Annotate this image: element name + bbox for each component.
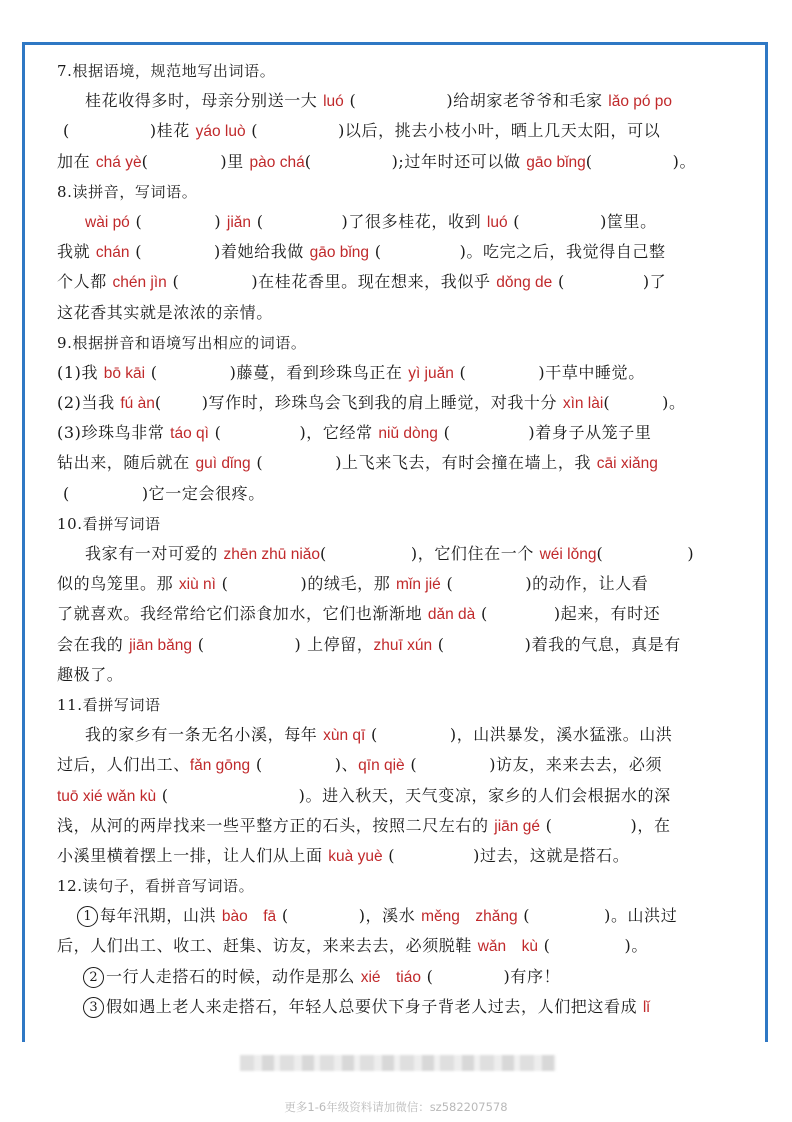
text-line (57, 237, 747, 267)
pinyin-prompt: wǎn kù (477, 938, 538, 956)
text-span: ( (215, 574, 229, 594)
pinyin-prompt: zhuī xún (373, 636, 433, 654)
text-span: 一行人走搭石的时候，动作是那么 (106, 966, 361, 986)
text-span: 桂花收得多时，母亲分别送一大 (85, 91, 324, 111)
text-span: ( (517, 906, 531, 926)
pinyin-prompt: wài pó (85, 213, 130, 231)
text-span: );过年时还可以做 (391, 151, 527, 171)
text-span: )了 (642, 272, 667, 292)
footer-contact: 更多1-6年级资料请加微信：sz582207578 (284, 1100, 508, 1114)
text-span: ( (343, 91, 357, 111)
pinyin-prompt: xìn lài (562, 395, 604, 413)
pinyin-prompt: bō kāi (103, 364, 146, 382)
text-span: )的动作，让人看 (525, 574, 649, 594)
text-span: )桂花 (149, 121, 196, 141)
text-span: 假如遇上老人来走搭石，年轻人总要伏下身子背老人过去，人们把这看成 (106, 996, 643, 1016)
text-span: )。 (624, 936, 648, 956)
text-span: ( (156, 785, 169, 805)
text-span: (3)珍珠鸟非常 (57, 423, 171, 443)
text-line (57, 147, 747, 177)
text-span: 读句子，看拼音写词语。 (82, 877, 255, 896)
text-span: ( (129, 242, 143, 262)
text-span: )起来，有时还 (553, 604, 661, 624)
text-span: 钻出来，随后就在 (57, 453, 196, 473)
text-span: ( (404, 755, 418, 775)
text-span: )，它经常 (299, 423, 379, 443)
circled-number: 1 (77, 906, 98, 927)
text-span: ( (538, 936, 551, 956)
pinyin-prompt: fú àn (120, 395, 155, 413)
text-span: 我家有一对可爱的 (85, 544, 224, 563)
text-span: )有序！ (503, 966, 561, 986)
text-line (57, 781, 747, 811)
blurred-watermark (240, 1055, 556, 1071)
text-span: ( (154, 393, 162, 413)
text-span: ( (320, 544, 327, 563)
pinyin-prompt: qīn qiè (358, 757, 405, 775)
text-span: ( (369, 242, 382, 262)
text-span: 我的家乡有一条无名小溪，每年 (85, 725, 324, 745)
text-span: )它一定会很疼。 (141, 483, 265, 503)
pinyin-prompt: mǐn jié (396, 576, 441, 594)
text-span: )，山洪暴发，溪水猛涨。山洪 (449, 725, 673, 745)
text-span: 个人都 (57, 272, 113, 292)
text-span: )过去，这就是搭石。 (473, 845, 630, 865)
pinyin-prompt: chán (95, 244, 130, 262)
text-span: )在桂花香里。现在想来，我似乎 (251, 272, 497, 292)
text-line (57, 931, 747, 961)
text-span: ( (432, 634, 445, 654)
text-line (57, 539, 747, 569)
text-span: ( (365, 725, 378, 745)
text-span: )着身子从笼子里 (528, 423, 652, 443)
text-line (57, 841, 747, 871)
text-span: (1)我 (57, 362, 104, 382)
pinyin-prompt: jiān gé (494, 817, 540, 835)
pinyin-prompt: jiǎn (226, 213, 252, 231)
text-span: )。吃完之后，我觉得自己整 (459, 242, 666, 262)
text-span: 读拼音，写词语。 (72, 182, 198, 201)
text-span: )了很多桂花，收到 (341, 211, 487, 231)
pinyin-prompt: gāo bǐng (309, 244, 370, 262)
text-line (57, 569, 747, 599)
text-span: ( (192, 634, 205, 654)
pinyin-prompt: xiù nì (178, 576, 216, 594)
text-span: ( (382, 845, 396, 865)
text-span: )干草中睡觉。 (538, 362, 645, 382)
text-span: )以后，挑去小枝小叶，晒上几天太阳，可以 (338, 121, 661, 141)
pinyin-prompt: gāo bǐng (526, 153, 586, 171)
text-span: ( (251, 211, 264, 231)
text-line (57, 599, 747, 629)
question-heading (57, 177, 747, 207)
text-line (57, 962, 747, 992)
worksheet-content (57, 56, 747, 1022)
text-span: )，它们住在一个 (410, 544, 540, 563)
question-number: 8. (57, 182, 73, 201)
pinyin-prompt: yì juǎn (408, 364, 454, 382)
text-line (57, 660, 747, 690)
text-span: 小溪里横着摆上一排，让人们从上面 (57, 845, 329, 865)
text-line (57, 630, 747, 660)
text-span: )着我的气息，真是有 (524, 634, 681, 654)
text-span: (2)当我 (57, 393, 121, 413)
text-line (57, 388, 747, 418)
pinyin-prompt: guì dǐng (195, 455, 251, 473)
text-span: 浅，从河的两岸找来一些平整方正的石头，按照二尺左右的 (57, 815, 495, 835)
text-span: 根据拼音和语境写出相应的词语。 (72, 333, 307, 352)
text-span: )、 (334, 755, 359, 775)
text-span: )，在 (630, 815, 671, 835)
text-span: )。山洪过 (604, 906, 678, 926)
pinyin-prompt: lǐ (642, 998, 650, 1016)
text-line (57, 992, 747, 1022)
text-span: 每年汛期，山洪 (100, 906, 222, 926)
pinyin-prompt: cāi xiǎng (596, 455, 658, 473)
pinyin-prompt: dǎn dà (427, 606, 476, 624)
text-line (57, 86, 747, 116)
text-span: )。 (672, 151, 697, 171)
text-span: ( (276, 906, 289, 926)
text-span: ( (63, 121, 70, 141)
question-number: 7. (57, 62, 73, 80)
text-span: )。 (662, 393, 686, 413)
pinyin-prompt: yáo luò (195, 123, 246, 141)
text-span: ( (304, 151, 312, 171)
text-span: )。进入秋天，天气变凉，家乡的人们会根据水的深 (298, 785, 671, 805)
text-span: ( (596, 544, 604, 563)
circled-number: 3 (83, 997, 104, 1018)
text-span: 这花香其实就是浓浓的亲情。 (57, 302, 273, 322)
pinyin-prompt: jiān bǎng (129, 636, 193, 654)
text-line (57, 358, 747, 388)
pinyin-prompt: chén jìn (112, 274, 167, 292)
text-span: )的绒毛，那 (300, 574, 397, 594)
text-span: 根据语境，规范地写出词语。 (72, 62, 276, 80)
text-line (57, 207, 747, 237)
question-number: 10. (57, 514, 83, 533)
pinyin-prompt: xié tiáo (360, 968, 421, 986)
text-line (57, 298, 747, 328)
text-line (57, 901, 747, 931)
text-span: ( (141, 151, 149, 171)
pinyin-prompt: xùn qī (323, 727, 366, 745)
text-span: ( (63, 483, 70, 503)
text-span: ( (552, 272, 565, 292)
text-line (57, 811, 747, 841)
question-heading (57, 871, 747, 901)
text-span: )，溪水 (358, 906, 422, 926)
text-span: ( (539, 815, 553, 835)
pinyin-prompt: bào fā (221, 908, 277, 926)
pinyin-prompt: zhēn zhū niǎo (223, 546, 321, 563)
text-line (57, 720, 747, 750)
text-span: 过后，人们出工、 (57, 755, 190, 775)
text-span: )筐里。 (600, 211, 657, 231)
text-line (57, 116, 747, 146)
text-span: 看拼写词语 (82, 514, 161, 533)
text-span: ) 上停留， (294, 634, 374, 654)
text-span: ( (421, 966, 434, 986)
text-span: ( (245, 121, 259, 141)
text-span: ) (214, 211, 227, 231)
question-heading (57, 690, 747, 720)
pinyin-prompt: luó (323, 93, 344, 111)
text-span: ( (250, 453, 264, 473)
pinyin-prompt: luó (486, 213, 508, 231)
text-span: ( (166, 272, 180, 292)
text-line (57, 418, 747, 448)
pinyin-prompt: kuà yuè (328, 847, 383, 865)
text-span: 我就 (57, 242, 96, 262)
text-span: 了就喜欢。我经常给它们添食加水，它们也渐渐地 (57, 604, 428, 624)
text-line (57, 448, 747, 478)
text-span: ( (129, 211, 143, 231)
pinyin-prompt: tuō xié wǎn kù (57, 787, 157, 805)
text-span: ( (440, 574, 454, 594)
text-line (57, 479, 747, 509)
text-span: ( (145, 362, 158, 382)
pinyin-prompt: měng zhǎng (421, 908, 518, 926)
text-span: ( (437, 423, 451, 443)
pinyin-prompt: lǎo pó po (608, 93, 673, 111)
text-span: ( (475, 604, 488, 624)
text-span: ( (453, 362, 467, 382)
text-span: )写作时，珍珠鸟会飞到我的肩上睡觉，对我十分 (201, 393, 563, 413)
text-span: 后，人们出工、收工、赶集、访友，来来去去，必须脱鞋 (57, 936, 478, 956)
question-heading (57, 509, 747, 539)
text-span: ( (208, 423, 222, 443)
text-span: )给胡家老爷爷和毛家 (446, 91, 609, 111)
pinyin-prompt: niǔ dòng (378, 425, 438, 443)
question-number: 12. (57, 877, 83, 896)
question-heading (57, 56, 747, 86)
text-span: 似的鸟笼里。那 (57, 574, 179, 594)
text-span: )着她给我做 (214, 242, 310, 262)
question-number: 9. (57, 333, 73, 352)
text-span: ) (687, 544, 695, 563)
text-span: 加在 (57, 151, 96, 171)
text-span: )里 (220, 151, 250, 171)
circled-number: 2 (83, 967, 104, 988)
pinyin-prompt: fǎn gōng (189, 757, 251, 775)
text-span: )访友，来来去去，必须 (489, 755, 663, 775)
text-span: ( (250, 755, 263, 775)
question-number: 11. (57, 695, 83, 714)
text-line (57, 267, 747, 297)
text-span: ( (585, 151, 593, 171)
text-span: ( (507, 211, 521, 231)
pinyin-prompt: dǒng de (496, 274, 553, 292)
pinyin-prompt: chá yè (95, 153, 142, 171)
text-line (57, 750, 747, 780)
pinyin-prompt: táo qì (170, 425, 209, 443)
text-span: )藤蔓，看到珍珠鸟正在 (229, 362, 409, 382)
pinyin-prompt: wéi lǒng (539, 546, 597, 563)
pinyin-prompt: pào chá (249, 153, 305, 171)
text-span: 看拼写词语 (82, 695, 161, 714)
text-span: 会在我的 (57, 634, 130, 654)
text-span: ( (603, 393, 611, 413)
text-span: 趣极了。 (57, 664, 124, 684)
text-span: )上飞来飞去，有时会撞在墙上，我 (335, 453, 597, 473)
question-heading (57, 328, 747, 358)
